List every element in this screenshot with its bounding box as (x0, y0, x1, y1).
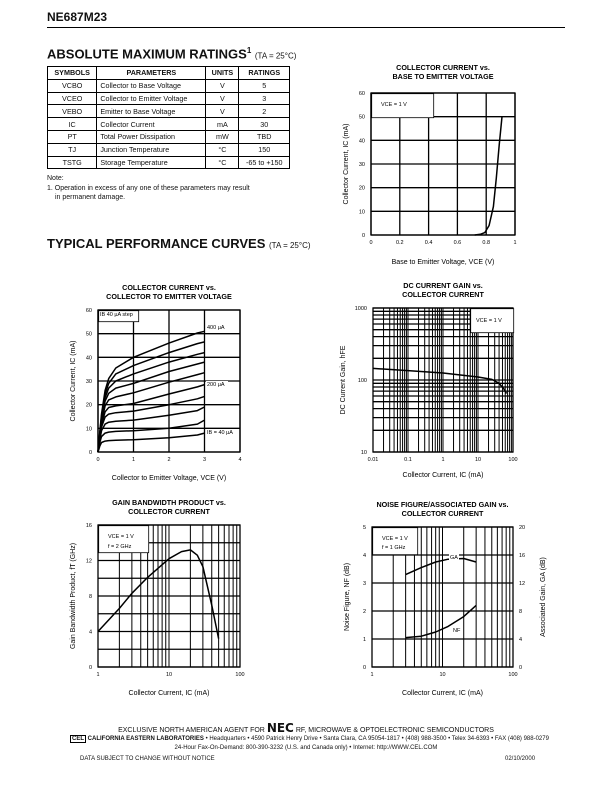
y-tick-label: 10 (85, 426, 92, 433)
x-axis-label: Collector Current, IC (mA) (402, 472, 484, 479)
chart-annotation: GA (450, 555, 458, 561)
chart-title: COLLECTOR CURRENT vs. (122, 283, 216, 292)
y-tick-label: 0 (362, 665, 366, 671)
unit-cell: mA (206, 118, 239, 131)
chart-annotation: 400 µA (207, 325, 225, 331)
x-tick-label: 100 (508, 672, 518, 678)
y2-tick-label: 16 (519, 553, 526, 559)
symbol-cell: VCEO (48, 92, 97, 105)
company-name: CALIFORNIA EASTERN LABORATORIES (87, 736, 204, 742)
footer-products-text: RF, MICROWAVE & OPTOELECTRONIC SEMICONDUCTORS (295, 727, 494, 734)
y-tick-label: 2 (362, 609, 366, 615)
chart-title: COLLECTOR CURRENT (401, 509, 484, 518)
chart-title: COLLECTOR TO EMITTER VOLTAGE (106, 292, 232, 301)
parameter-cell: Storage Temperature (97, 156, 206, 169)
chart-title: DC CURRENT GAIN vs. (403, 281, 483, 290)
x-tick-label: 0.2 (395, 240, 404, 246)
y2-tick-label: 4 (519, 637, 523, 643)
y2-tick-label: 20 (519, 525, 526, 531)
y2-tick-label: 12 (519, 581, 526, 587)
note-text: 1. Operation in excess of any one of these parameters may result (47, 184, 250, 192)
footer-address-line (70, 735, 549, 743)
y-tick-label: 4 (362, 553, 366, 559)
y-tick-label: 0 (361, 233, 365, 239)
symbol-cell: TSTG (48, 156, 97, 169)
y-tick-label: 1 (362, 637, 366, 643)
chart-annotation: f = 2 GHz (108, 544, 132, 550)
x-tick-label: 1 (513, 240, 517, 246)
rating-cell: 3 (239, 92, 290, 105)
x-tick-label: 2 (167, 457, 171, 463)
column-header: RATINGS (239, 67, 290, 80)
unit-cell: V (206, 105, 239, 118)
x-tick-label: 4 (238, 457, 242, 463)
series-line-ib-40-a (98, 433, 205, 452)
rating-cell: 150 (239, 143, 290, 156)
y2-axis-label: Associated Gain, GA (dB) (540, 557, 547, 637)
y-tick-label: 30 (358, 162, 365, 168)
parameter-cell: Collector to Emitter Voltage (97, 92, 206, 105)
y-tick-label: 8 (88, 594, 92, 600)
y-tick-label: 0 (88, 450, 92, 456)
chart-4 (70, 498, 245, 697)
y-tick-label: 40 (358, 138, 365, 145)
column-header: SYMBOLS (48, 67, 97, 80)
y-axis-label: DC Current Gain, hFE (340, 345, 347, 415)
chart-annotation: IB = 40 µA (207, 430, 233, 436)
chart-1 (343, 63, 517, 266)
y-tick-label: 10 (360, 450, 367, 456)
chart-title: NOISE FIGURE/ASSOCIATED GAIN vs. (376, 500, 509, 509)
parameter-cell: Junction Temperature (97, 143, 206, 156)
x-tick-label: 0.01 (367, 457, 379, 463)
chart-annotation: f = 1 GHz (382, 545, 406, 551)
y-tick-label: 50 (358, 114, 365, 121)
x-axis-label: Collector Current, IC (mA) (128, 690, 210, 697)
series-line-ic (475, 117, 502, 235)
unit-cell: °C (206, 156, 239, 169)
y-tick-label: 4 (88, 629, 92, 636)
y-tick-label: 1000 (354, 306, 367, 312)
chart-title: COLLECTOR CURRENT vs. (396, 63, 490, 72)
chart-annotation: VCE = 1 V (382, 536, 408, 542)
y-axis-label: Collector Current, IC (mA) (70, 340, 77, 422)
y-tick-label: 3 (362, 581, 366, 587)
rating-cell: TBD (239, 130, 290, 143)
y-axis-label: Gain Bandwidth Product, fT (GHz) (70, 542, 77, 650)
footer-date: 02/10/2000 (505, 756, 536, 762)
x-tick-label: 0.1 (404, 457, 412, 463)
footer-agent-text: EXCLUSIVE NORTH AMERICAN AGENT FOR (118, 727, 265, 734)
ratings-footnote-ref: 1 (246, 46, 252, 55)
chart-3 (340, 281, 518, 479)
unit-cell: °C (206, 143, 239, 156)
parameter-cell: Collector to Base Voltage (97, 79, 206, 92)
cel-logo: CEL (72, 736, 84, 742)
note-text-cont: in permanent damage. (55, 194, 126, 201)
symbol-cell: IC (48, 118, 97, 131)
y-axis-label: Noise Figure, NF (dB) (344, 562, 351, 632)
y-tick-label: 20 (85, 402, 92, 409)
chart-annotation: IB 40 µA step (100, 312, 133, 318)
ratings-title-text: ABSOLUTE MAXIMUM RATINGS (47, 46, 247, 62)
series-line-400-a (98, 331, 205, 452)
x-tick-label: 1 (441, 457, 445, 463)
chart-title: COLLECTOR CURRENT (402, 290, 484, 299)
x-tick-label: 10 (474, 457, 482, 463)
x-tick-label: 0.8 (482, 240, 491, 246)
company-address: • Headquarters • 4590 Patrick Henry Drive • Santa Clara, CA 95054-1817 • (408) 988-3500 • Telex 34-6393 • FAX (408) 988-0279 (203, 736, 549, 742)
x-axis-label: Collector to Emitter Voltage, VCE (V) (111, 475, 227, 482)
chart-title: BASE TO EMITTER VOLTAGE (392, 72, 494, 81)
x-tick-label: 3 (202, 457, 207, 463)
y-tick-label: 16 (85, 523, 92, 529)
nec-logo: NEC (266, 721, 294, 735)
y-tick-label: 5 (362, 525, 366, 531)
x-tick-label: 1 (370, 672, 374, 678)
series-line-nf (406, 605, 477, 637)
ratings-condition: (TA = 25°C) (254, 51, 297, 61)
chart-annotation: VCE = 1 V (108, 534, 134, 540)
parameter-cell: Emitter to Base Voltage (97, 105, 206, 118)
y-tick-label: 10 (358, 209, 365, 216)
y-tick-label: 12 (85, 558, 92, 565)
part-number: NE687M23 (47, 10, 108, 24)
chart-2 (70, 283, 242, 482)
symbol-cell: TJ (48, 143, 97, 156)
footer-fax-line: 24-Hour Fax-On-Demand: 800-390-3232 (U.S. and Canada only) • Internet: http://WWW.CEL.COM (174, 745, 438, 751)
y-tick-label: 30 (85, 379, 92, 385)
note-label: Note: (47, 175, 64, 182)
unit-cell: mW (206, 130, 239, 143)
y-tick-label: 50 (85, 331, 92, 338)
x-tick-label: 0.6 (453, 240, 462, 246)
chart-annotation: 200 µA (207, 382, 225, 388)
x-tick-label: 1 (131, 457, 136, 463)
x-tick-label: 0 (369, 240, 373, 246)
chart-5 (344, 500, 547, 697)
rating-cell: 30 (239, 118, 290, 131)
column-header: PARAMETERS (97, 67, 206, 80)
y2-tick-label: 8 (519, 609, 523, 615)
y-tick-label: 60 (358, 91, 365, 97)
chart-annotation: VCE = 1 V (381, 102, 407, 108)
y-tick-label: 20 (358, 185, 365, 192)
x-tick-label: 1 (96, 672, 100, 678)
y2-tick-label: 0 (519, 665, 523, 671)
unit-cell: V (206, 92, 239, 105)
x-axis-label: Base to Emitter Voltage, VCE (V) (391, 259, 495, 266)
series-line-320-a (98, 353, 205, 452)
x-axis-label: Collector Current, IC (mA) (402, 690, 483, 697)
y-tick-label: 0 (88, 665, 92, 671)
series-line-ga (406, 559, 477, 575)
x-tick-label: 10 (165, 672, 173, 678)
curves-condition: (TA = 25°C) (269, 241, 311, 250)
parameter-cell: Collector Current (97, 118, 206, 131)
chart-annotation: VCE = 1 V (476, 318, 502, 324)
rating-cell: 5 (239, 79, 290, 92)
y-tick-label: 100 (357, 378, 367, 384)
footer-disclaimer: DATA SUBJECT TO CHANGE WITHOUT NOTICE (80, 756, 215, 762)
curves-title-text: TYPICAL PERFORMANCE CURVES (47, 236, 266, 251)
x-tick-label: 10 (439, 672, 446, 678)
x-tick-label: 100 (508, 457, 518, 463)
x-tick-label: 0.4 (424, 240, 433, 246)
x-tick-label: 0 (96, 457, 100, 463)
y-axis-label: Collector Current, IC (mA) (343, 123, 350, 205)
chart-title: COLLECTOR CURRENT (128, 507, 210, 516)
x-tick-label: 100 (235, 672, 245, 678)
symbol-cell: PT (48, 130, 97, 143)
chart-title: GAIN BANDWIDTH PRODUCT vs. (112, 498, 226, 507)
y-tick-label: 40 (85, 355, 92, 362)
rating-cell: 2 (239, 105, 290, 118)
column-header: UNITS (206, 67, 239, 80)
chart-annotation: NF (453, 628, 461, 634)
unit-cell: V (206, 79, 239, 92)
symbol-cell: VCBO (48, 79, 97, 92)
symbol-cell: VEBO (48, 105, 97, 118)
footer-agent-line (0, 721, 612, 735)
y-tick-label: 60 (85, 308, 92, 314)
rating-cell: -65 to +150 (239, 156, 290, 169)
parameter-cell: Total Power Dissipation (97, 130, 206, 143)
